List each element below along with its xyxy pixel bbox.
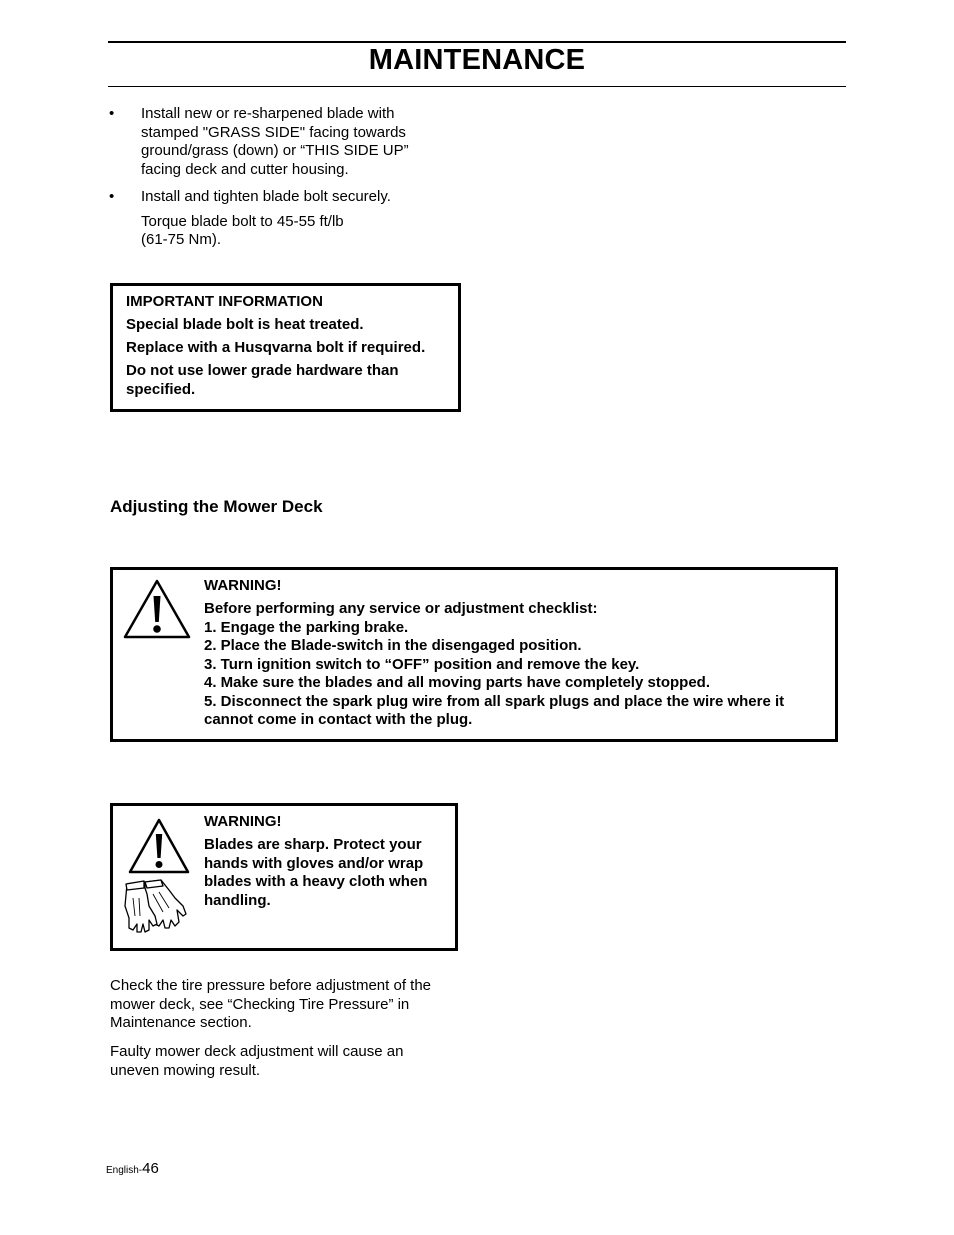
torque-spec: [108, 213, 438, 250]
warning-triangle-icon: [122, 578, 192, 640]
warning-title: WARNING!: [204, 813, 282, 830]
warning-step: 3. Turn ignition switch to “OFF” position and remove the key.: [204, 655, 640, 673]
body-paragraph: Check the tire pressure before adjustment of the mower deck, see “Checking Tire Pressure” in Maintenance section.: [110, 977, 432, 1031]
body-paragraph: Faulty mower deck adjustment will cause an uneven mowing result.: [110, 1043, 404, 1079]
torque-line: Torque blade bolt to 45-55 ft/lb: [141, 212, 344, 230]
page-title: MAINTENANCE: [368, 44, 586, 76]
important-line: Special blade bolt is heat treated.: [126, 316, 364, 333]
list-item-text: Install new or re-sharpened blade with stamped "GRASS SIDE" facing towards ground/grass (down) or “THIS SIDE UP” facing deck and cutter housing.: [141, 105, 409, 178]
torque-line: (61-75 Nm).: [141, 231, 222, 248]
warning-box-checklist: [110, 567, 838, 742]
footer-language: English-: [106, 1165, 143, 1176]
header-top-rule: [108, 41, 846, 43]
section-heading: Adjusting the Mower Deck: [110, 497, 323, 516]
important-info-box: [110, 283, 461, 412]
important-line: Do not use lower grade hardware than specified.: [126, 362, 399, 398]
list-item-text: Install and tighten blade bolt securely.: [141, 188, 391, 205]
warning-title: WARNING!: [204, 577, 282, 594]
important-title: IMPORTANT INFORMATION: [126, 293, 323, 310]
warning-body: Blades are sharp. Protect your hands with gloves and/or wrap blades with a heavy cloth when handling.: [204, 836, 428, 909]
bullet-icon: •: [109, 105, 115, 122]
page-number: 46: [142, 1160, 159, 1177]
warning-intro: Before performing any service or adjustment checklist:: [204, 600, 598, 617]
list-item: [108, 105, 438, 179]
warning-step: 4. Make sure the blades and all moving parts have completely stopped.: [204, 674, 710, 691]
instruction-list: [108, 105, 438, 250]
warning-box-sharp-blades: [110, 803, 458, 951]
warning-step: 2. Place the Blade-switch in the disengaged position.: [204, 637, 582, 654]
list-item: [108, 188, 438, 207]
warning-step: 5. Disconnect the spark plug wire from all spark plugs and place the wire where it cannot come in contact with the plug.: [204, 692, 785, 728]
header-bottom-rule: [108, 86, 846, 87]
gloves-icon: [123, 876, 189, 936]
page-footer: [106, 1160, 159, 1177]
warning-triangle-icon: [127, 817, 191, 875]
important-line: Replace with a Husqvarna bolt if required.: [126, 339, 426, 356]
bullet-icon: •: [109, 188, 115, 205]
warning-step: 1. Engage the parking brake.: [204, 618, 409, 636]
